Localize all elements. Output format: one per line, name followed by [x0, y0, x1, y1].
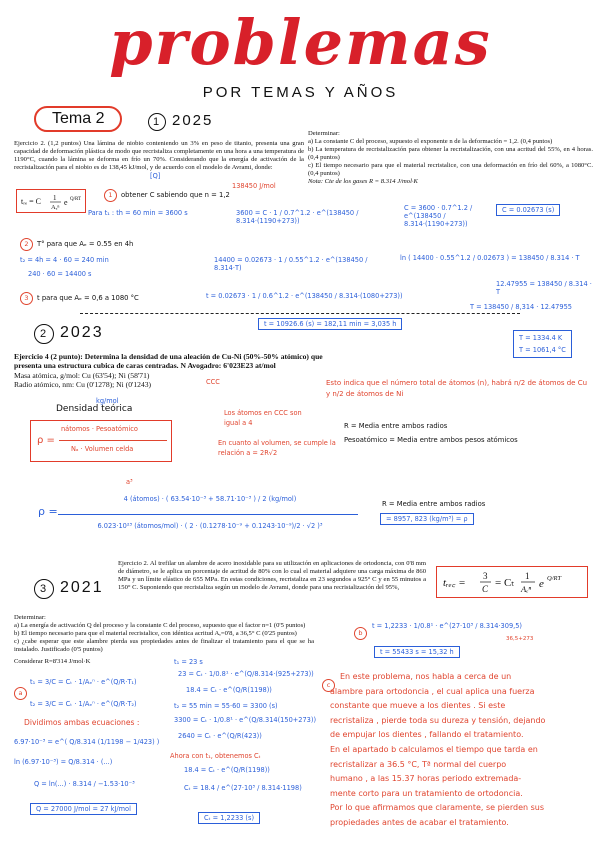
svg-text:Q/RT: Q/RT [547, 575, 562, 582]
q-result: Q = 27000 J/mol = 27 kJ/mol [30, 803, 137, 815]
svg-text:3: 3 [483, 571, 488, 581]
item-c: c) ¿cabe esperar que este alambre pierda sus propiedades antes de finalizar el tratamiento para el que se ha instalado. Justificado (0'5 puntos) [14, 638, 314, 653]
t-equation: T = 138450 / 8,314 · 12.47955 [470, 303, 572, 311]
density-value: = 8957, 823 (kg/m³) = ρ [380, 513, 474, 525]
equation-3: t = 0.02673 · 1 / 0.6^1.2 · e^(138450 / 8.314·(1080+273)) [206, 292, 403, 300]
c-line: propiedades antes de acabar el tratamiento. [330, 817, 509, 827]
considerar-r: Considerar R=8'314 J/mol·K [14, 658, 91, 665]
para-t1: Para t₁ : th = 60 min = 3600 s [88, 209, 188, 217]
weight-definition: Pesoatómico = Media entre ambos pesos atómicos [344, 436, 518, 444]
c-line: de empujar los dientes , fallando el tratamiento. [330, 730, 524, 740]
explanation-atoms: Esto indica que el número total de átomos (n), habrá n/2 de átomos de Cu y n/2 de átomos de Ni [326, 379, 588, 398]
step-1: 1 obtener C sabiendo que n = 1,2 [104, 189, 230, 202]
year-label: 2023 [60, 324, 104, 341]
svg-text:Aₑⁿ: Aₑⁿ [521, 584, 532, 594]
svg-text:Aₑⁿ: Aₑⁿ [51, 204, 60, 211]
avrami-formula-svg [17, 190, 85, 212]
page-subtitle: POR TEMAS Y AÑOS [202, 84, 399, 101]
density-fraction-bar [58, 514, 358, 515]
part-b-label: b [354, 620, 371, 640]
c-line: humano , a las 15.37 horas periodo extremada- [330, 774, 522, 784]
tema-badge: Tema 2 [34, 106, 122, 132]
q-note: 138450 J/mol [232, 182, 276, 190]
density-result [380, 515, 516, 523]
a-equation-1: t₁ = 3/C = Cₜ · 1/Aₑⁿ · e^(Q/R·T₁) [30, 678, 137, 686]
svg-text:e: e [64, 198, 68, 207]
c-result: C = 0.02673 (s) [496, 204, 560, 216]
step-3: 3 t para que Aₑ = 0,6 a 1080 °C [20, 292, 139, 305]
avrami-formula-box [16, 189, 86, 213]
t-celsius: T = 1061,4 °C [519, 346, 566, 354]
problem-statement-2021: Ejercicio 2. Al trefilar un alambre de acero inoxidable para su utilización en aplicaciones de ortodoncia, con 0'8 mm de diámetro, se le aplica un porcentaje de acritud de 80% con lo cual el material adquiere una carga máxima de 860 MPa y un límite elástico de 655 MPa. En estas condiciones, recristaliza en 23 segundos a 925° C y en 55 minutos a 150° C. Suponiendo que recristaliza según un modelo de Avrami, donde para una recristalización del 95%, [118, 560, 426, 591]
ct-equation-1: 18.4 = Cₜ · e^(Q/R(1198)) [184, 766, 270, 774]
density-formula-box [30, 420, 172, 462]
b-result: t = 55433 s = 15,32 h [374, 646, 460, 658]
problem-statement-2023 [14, 352, 334, 390]
q-equation: Q = ln(...) · 8.314 / −1.53·10⁻³ [34, 780, 135, 788]
trec-formula-svg [437, 567, 587, 597]
part-c-text [330, 670, 594, 831]
c-line: recristalizar a 36.5 °C, Tª normal del cuerpo [330, 759, 507, 769]
section-divider [80, 313, 520, 314]
determinar-label: Determinar: [14, 614, 46, 621]
svg-text:= Cₜ: = Cₜ [495, 577, 515, 589]
label-2: 2 [20, 238, 33, 251]
formula-numerator: nátomos · Pesoatómico [61, 425, 138, 433]
svg-text:tᵣₑ = C: tᵣₑ = C [21, 197, 41, 206]
a-cubed: a³ [126, 478, 133, 486]
mid-6: 2640 = Cₜ · e^(Q/R(423)) [178, 732, 262, 740]
label-3: 3 [20, 292, 33, 305]
ahora-label: Ahora con t₁, obtenemos Cₜ [170, 752, 261, 760]
b-equation: t = 1,2233 · 1/0.8¹ · e^(27·10³ / 8.314·309,5) [372, 622, 523, 630]
c-line: constante que mueve a los dientes . Si este [330, 701, 506, 711]
svg-text:Q/RT: Q/RT [70, 197, 82, 202]
nota: Nota: Cte de los gases R = 8.314 J/mol·K [308, 178, 418, 185]
ct-result: Cₜ = 1,2233 (s) [198, 812, 260, 824]
dividimos-label: Dividimos ambas ecuaciones : [24, 718, 140, 727]
ln-numeric: 12.47955 = 138450 / 8.314 · T [496, 280, 592, 296]
mid-1: t₁ = 23 s [174, 658, 203, 666]
item-c: c) El tiempo necesario para que el material recristalice, con una deformación en frío del 60%, a 1080°C. (0,4 puntos) [308, 162, 593, 177]
densidad-label: Densidad teórica [56, 404, 133, 414]
year-label: 2021 [60, 579, 104, 596]
svg-text:e: e [539, 578, 544, 590]
section-number: 2 [34, 324, 54, 344]
density-numerator: 4 (átomos) · ( 63.54·10⁻³ + 58.71·10⁻³ ) / 2 (kg/mol) [123, 495, 297, 503]
page-title: problemas [109, 6, 492, 79]
volume-note: En cuanto al volumen, se cumple la relación a = 2R√2 [218, 439, 336, 457]
svg-text:1: 1 [525, 571, 530, 581]
mid-2: 23 = Cₜ · 1/0.8¹ · e^(Q/8.314·(925+273)) [178, 670, 314, 678]
c-line: Por lo que afirmamos que claramente, se pierden sus [330, 803, 545, 813]
temperature-result [513, 330, 572, 358]
ccc-label: CCC [206, 378, 220, 386]
svg-text:tᵣₑ꜀ =: tᵣₑ꜀ = [443, 577, 466, 589]
trec-formula-box [436, 566, 588, 598]
c-line: recristaliza , pierde toda su dureza y tensión, dejando [330, 715, 546, 725]
year-label: 2025 [172, 112, 214, 129]
item-a: a) La energía de activación Q del proceso y la constante C del proceso, supuesto que el factor n=1 (0'5 puntos) [14, 622, 306, 629]
mid-3: 18.4 = Cₜ · e^(Q/R(1198)) [186, 686, 272, 694]
formula-denominator: Nₐ · Volumen celda [71, 445, 134, 453]
year-heading-2025 [148, 112, 213, 131]
item-b: b) El tiempo necesario para que el material recristalice, con idéntica acritud Aₑ=0'8, a 36,5° C (0'25 puntos) [14, 630, 297, 637]
ln-equation-2021: ln (6.97·10⁻³) = Q/8.314 · (...) [14, 758, 113, 766]
mid-5: 3300 = Cₜ · 1/0.8¹ · e^(Q/8.314(150+273)) [174, 716, 317, 724]
svg-text:1: 1 [53, 194, 57, 202]
b-note: 36,5+273 [506, 636, 534, 642]
radio-atomico: Radio atómico, nm: Cu (0'1278); Ni (0'1243) [14, 380, 152, 390]
item-a: a) La constante C del proceso, supuesto el exponente n de la deformación = 1,2. (0,4 puntos) [308, 138, 553, 145]
determinar-label: Determinar: [308, 130, 340, 137]
equation-2: 14400 = 0.02673 · 1 / 0.55^1.2 · e^(138450 / 8.314·T) [214, 256, 368, 272]
radius-definition-2: R = Media entre ambos radios [382, 500, 486, 508]
ln-equation: ln ( 14400 · 0.55^1.2 / 0.02673 ) = 138450 / 8.314 · T [400, 254, 580, 262]
t2-line-2: 240 · 60 = 14400 s [28, 270, 92, 278]
determinar-2025 [308, 130, 593, 186]
kg-mol-note: kg/mol [96, 397, 119, 405]
item-b: b) La temperatura de recristalización para obtener la recristalización, con una acritud del 55%, en 4 horas. (0,4 puntos) [308, 146, 593, 161]
year-heading-2023 [34, 324, 104, 344]
determinar-2021 [14, 614, 314, 654]
label-1: 1 [104, 189, 117, 202]
step-2: 2 T° para que Aₑ = 0.55 en 4h [20, 238, 133, 251]
c-line: alambre para ortodoncia , el cual aplica una fuerza [330, 686, 535, 696]
c-expression: C = 3600 · 0.7^1.2 / e^(138450 / 8.314·(1190+273)) [404, 204, 473, 228]
year-heading-2021 [34, 579, 104, 599]
problem-statement-2025: Ejercicio 2. (1,2 puntos) Una lámina de niobio conteniendo un 3% en peso de titanio, presenta una gran capacidad de deformación plástica de modo que recristaliza completamente en una hora a una temperatura de 1190°C, cuando la lámina se deforma en frío un 70%. Considerando que la energía de activación de la recristalización para el niobio es de 138,45 kJ/mol, y de acuerdo con el modelo de Avrami, donde: [14, 140, 304, 171]
density-denominator: 6.023·10²³ (átomos/mol) · ( 2 · (0.1278·10⁻⁹ + 0.1243·10⁻⁹)/2 · √2 )³ [97, 522, 323, 530]
equation-1: 3600 = C · 1 / 0.7^1.2 · e^(138450 / 8.314·(1190+273)) [236, 209, 359, 225]
mid-4: t₂ = 55 min = 55·60 = 3300 (s) [174, 702, 278, 710]
fraction-bar [59, 440, 167, 441]
section-number: 3 [34, 579, 54, 599]
a-equation-2: t₂ = 3/C = Cₜ · 1/Aₑⁿ · e^(Q/R·T₂) [30, 700, 137, 708]
formula-tag: [Q] [150, 172, 161, 180]
section-number: 1 [148, 113, 166, 131]
t2-line-1: t₂ = 4h = 4 · 60 = 240 min [20, 256, 109, 264]
c-line: En el apartado b calculamos el tiempo que tarda en [330, 744, 538, 754]
part-a-label: a [14, 680, 31, 700]
c-line: mente corto para un tratamiento de ortodoncia. [330, 788, 523, 798]
division-equation: 6.97·10⁻³ = e^( Q/8.314 (1/1198 − 1/423) ) [14, 738, 160, 746]
enunciado: Ejercicio 4 (2 punto): Determina la densidad de una aleación de Cu-Ni (50%-50% atómico) que presenta una estructura cubica de caras centradas. N Avogadro: 6'023E23 at/mol [14, 352, 323, 371]
part-c-label: c [322, 672, 339, 692]
masa-atomica: Masa atómica, g/mol: Cu (63'54); Ni (58'71) [14, 370, 150, 380]
ccc-note: Los átomos en CCC son igual a 4 [224, 409, 302, 427]
svg-text:C: C [482, 584, 489, 594]
t3-result: t = 10926.6 (s) = 182,11 min = 3,035 h [258, 318, 402, 330]
rho-lhs: ρ = [38, 505, 58, 518]
c-line: En este problema, nos habla a cerca de un [340, 672, 512, 681]
rho-symbol: ρ = [37, 435, 55, 446]
t-kelvin: T = 1334.4 K [519, 334, 563, 342]
radius-definition: R = Media entre ambos radios [344, 422, 448, 430]
ct-equation-2: Cₜ = 18.4 / e^(27·10³ / 8.314·1198) [184, 784, 302, 792]
